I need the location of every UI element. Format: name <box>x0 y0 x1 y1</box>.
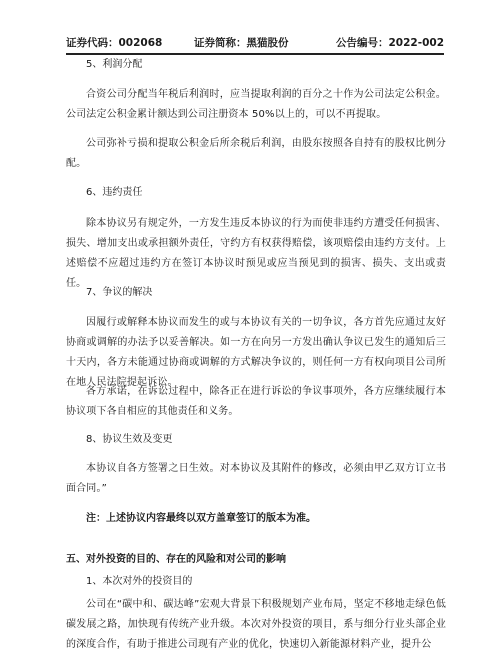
heading-breach-liability: 6、违约责任 <box>86 187 143 198</box>
stock-abbreviation: 证券简称：黑猫股份 <box>194 37 289 49</box>
heading-dispute-resolution: 7、争议的解决 <box>86 287 153 298</box>
heading-investment-purpose: 1、本次对外的投资目的 <box>86 576 193 587</box>
announcement-number: 公告编号：2022-002 <box>336 37 444 49</box>
heading-profit-distribution: 5、利润分配 <box>86 59 143 70</box>
heading-effectiveness: 8、协议生效及变更 <box>86 434 173 445</box>
paragraph-profit-reserve: 合资公司分配当年税后利润时，应当提取利润的百分之十作为公司法定公积金。公司法定公积金累计额达到公司注册资本 50%以上的，可以不再提取。 <box>66 89 446 120</box>
paragraph-breach-liability: 除本协议另有规定外，一方发生违反本协议的行为而使非违约方遭受任何损害、损失、增加支出或承担额外责任，守约方有权获得赔偿，该项赔偿由违约方支付。上述赔偿不应超过违约方在签订本协议时预见或应当预见到的损害、损失、支出或责任。 <box>66 218 446 289</box>
stock-code: 证券代码：002068 <box>66 37 163 49</box>
page-header <box>66 33 444 53</box>
note-final-version: 注：上述协议内容最终以双方盖章签订的版本为准。 <box>86 513 316 524</box>
paragraph-dispute-litigation: 因履行或解释本协议而发生的或与本协议有关的一切争议，各方首先应通过友好协商或调解的办法予以妥善解决。如一方在向另一方发出确认争议已发生的通知后三十天内，各方未能通过协商或调解的方式解决争议的，则任何一方有权向项目公司所在地人民法院提起诉讼。 <box>66 317 446 388</box>
paragraph-effectiveness: 本协议自各方签署之日生效。对本协议及其附件的修改，必须由甲乙双方订立书面合同。” <box>66 463 446 494</box>
paragraph-dispute-obligations: 各方承诺，在诉讼过程中，除各正在进行诉讼的争议事项外，各方应继续履行本协议项下各自相应的其他责任和义务。 <box>66 386 446 417</box>
paragraph-profit-dividend: 公司弥补亏损和提取公积金后所余税后利润，由股东按照各自持有的股权比例分配。 <box>66 138 446 169</box>
section-heading-investment-purpose: 五、对外投资的目的、存在的风险和对公司的影响 <box>66 554 286 565</box>
paragraph-investment-purpose: 公司在“碳中和、碳达峰”宏观大背景下积极规划产业布局，坚定不移地走绿色低碳发展之路，加快现有传统产业升级。本次对外投资的项目，系与细分行业头部企业的深度合作，有助于推进公司现有产业的优化，快速切入新能源材料产业，提升公 <box>66 599 446 650</box>
